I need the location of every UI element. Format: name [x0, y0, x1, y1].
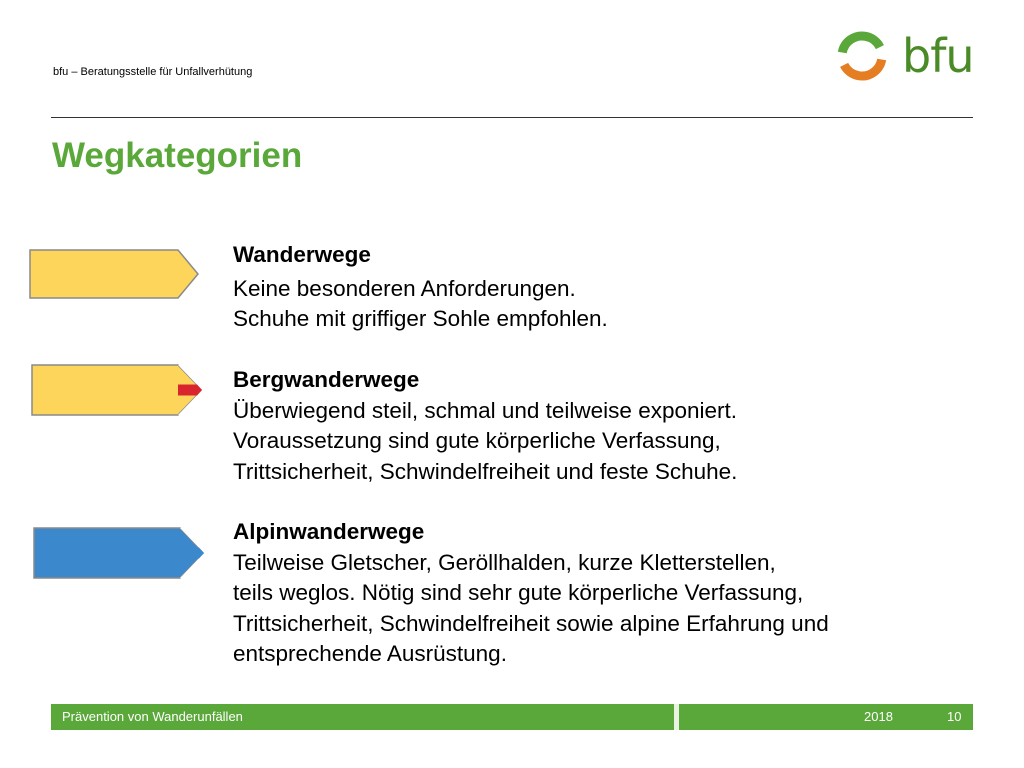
footer-separator	[674, 704, 679, 730]
category-heading: Bergwanderwege	[233, 367, 420, 392]
category-text-line: Trittsicherheit, Schwindelfreiheit sowie alpine Erfahrung und	[233, 610, 829, 636]
category-text-line: Schuhe mit griffiger Sohle empfohlen.	[233, 306, 608, 331]
bfu-logo-icon	[832, 26, 892, 86]
page-number: 10	[947, 709, 962, 724]
page-title: Wegkategorien	[52, 136, 303, 175]
category-heading: Wanderwege	[233, 242, 371, 267]
organization-name: bfu – Beratungsstelle für Unfallverhütung	[53, 66, 253, 78]
category-hiking-trails	[233, 240, 608, 335]
footer-bar	[51, 704, 973, 730]
category-text-line: teils weglos. Nötig sind sehr gute körperliche Verfassung,	[233, 580, 804, 605]
category-text-line: Keine besonderen Anforderungen.	[233, 275, 576, 301]
footer-topic: Prävention von Wanderunfällen	[62, 709, 243, 724]
bfu-logo-text: bfu	[902, 29, 974, 83]
footer-year: 2018	[864, 709, 893, 724]
hiking-trail-sign-icon	[28, 248, 202, 300]
category-text-line: Trittsicherheit, Schwindelfreiheit und feste Schuhe.	[233, 458, 738, 484]
mountain-trail-sign-icon	[30, 363, 206, 417]
category-mountain-trails	[233, 365, 737, 487]
bfu-logo	[832, 26, 977, 86]
category-text-line: Voraussetzung sind gute körperliche Verfassung,	[233, 428, 721, 453]
category-text-line: Überwiegend steil, schmal und teilweise exponiert.	[233, 397, 738, 423]
header-divider	[51, 117, 973, 118]
category-alpine-trails	[233, 517, 829, 670]
category-text-line: entsprechende Ausrüstung.	[233, 641, 507, 666]
alpine-trail-sign-icon	[32, 526, 208, 580]
category-heading: Alpinwanderwege	[233, 519, 425, 544]
category-text-line: Teilweise Gletscher, Geröllhalden, kurze Kletterstellen,	[233, 549, 776, 575]
